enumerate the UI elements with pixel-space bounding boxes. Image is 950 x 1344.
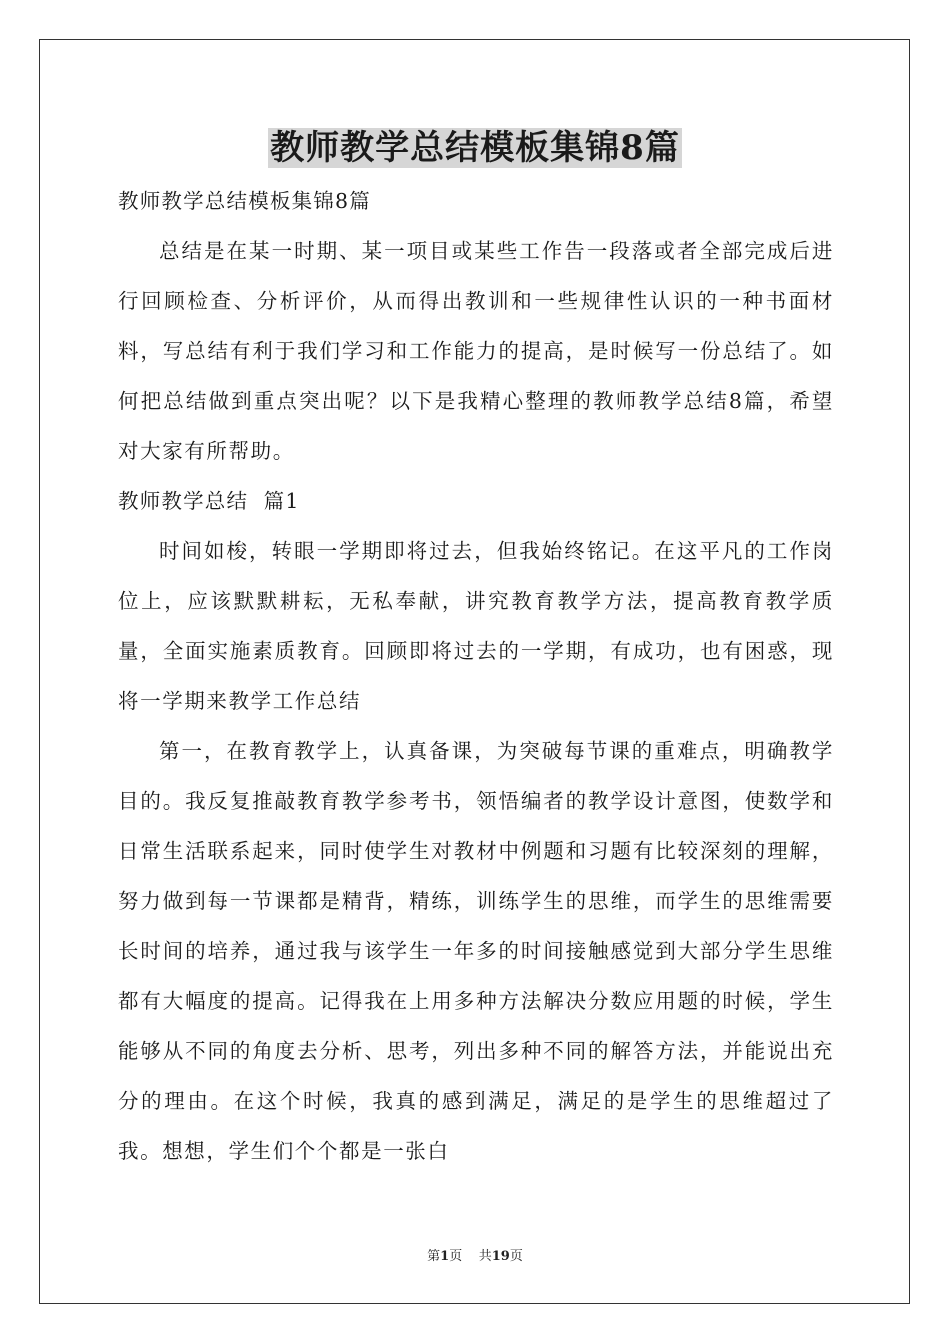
section-heading: 教师教学总结 篇1 [118, 489, 300, 513]
document-title-text: 教师教学总结模板集锦8篇 [270, 128, 680, 168]
document-title [0, 124, 950, 172]
footer-page-total: 19 [491, 1249, 510, 1264]
body-paragraph: 时间如梭，转眼一学期即将过去，但我始终铭记。在这平凡的工作岗位上，应该默默耕耘，无私奉献，讲究教育教学方法，提高教育教学质量，全面实施素质教育。回顾即将过去的一学期，有成功，也有困惑，现将一学期来教学工作总结 [118, 539, 834, 713]
document-body [118, 176, 834, 1176]
document-subtitle: 教师教学总结模板集锦8篇 [118, 189, 371, 213]
intro-paragraph: 总结是在某一时期、某一项目或某些工作告一段落或者全部完成后进行回顾检查、分析评价，从而得出教训和一些规律性认识的一种书面材料，写总结有利于我们学习和工作能力的提高，是时候写一份总结了。如何把总结做到重点突出呢？以下是我精心整理的教师教学总结8篇，希望对大家有所帮助。 [118, 239, 834, 463]
footer-page-suffix: 页 [449, 1249, 463, 1264]
footer-page-current: 1 [440, 1249, 450, 1264]
footer-page-prefix: 第 [427, 1249, 441, 1264]
body-paragraph: 第一，在教育教学上，认真备课，为突破每节课的重难点，明确教学目的。我反复推敲教育教学参考书，领悟编者的教学设计意图，使数学和日常生活联系起来，同时使学生对教材中例题和习题有比较深刻的理解，努力做到每一节课都是精背，精练，训练学生的思维，而学生的思维需要长时间的培养，通过我与该学生一年多的时间接触感觉到大部分学生思维都有大幅度的提高。记得我在上用多种方法解决分数应用题的时候，学生能够从不同的角度去分析、思考，列出多种不同的解答方法，并能说出充分的理由。在这个时候，我真的感到满足，满足的是学生的思维超过了我。想想，学生们个个都是一张白 [118, 739, 834, 1163]
page-footer [0, 1248, 950, 1266]
footer-total-suffix: 页 [509, 1249, 523, 1264]
footer-total-prefix: 共 [478, 1249, 492, 1264]
